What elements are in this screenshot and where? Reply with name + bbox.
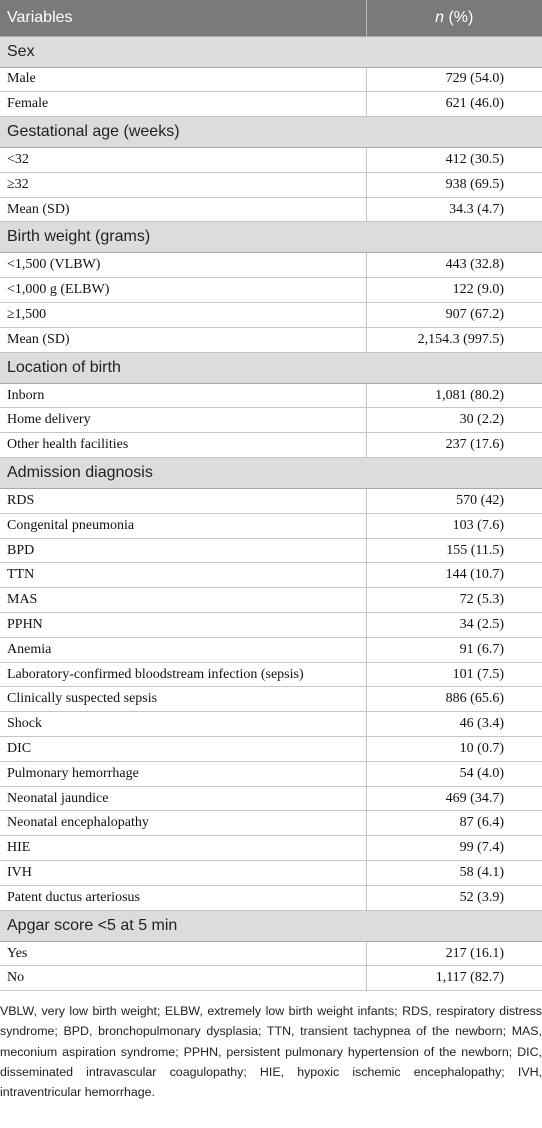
variable-label: Yes xyxy=(0,941,366,966)
variable-label: <32 xyxy=(0,148,366,173)
header-n-percent xyxy=(366,0,542,36)
variable-label: PPHN xyxy=(0,613,366,638)
variable-label: Neonatal encephalopathy xyxy=(0,811,366,836)
n-percent-value: 30 (2.2) xyxy=(366,408,542,433)
table-row xyxy=(0,253,542,278)
n-percent-value: 46 (3.4) xyxy=(366,712,542,737)
table-header-row xyxy=(0,0,542,36)
section-title: Admission diagnosis xyxy=(0,458,542,489)
table-row xyxy=(0,836,542,861)
variable-label: Other health facilities xyxy=(0,433,366,458)
table-row xyxy=(0,408,542,433)
n-percent-value: 99 (7.4) xyxy=(366,836,542,861)
section-title: Location of birth xyxy=(0,352,542,383)
table-row xyxy=(0,197,542,222)
n-percent-value: 938 (69.5) xyxy=(366,172,542,197)
table-row xyxy=(0,588,542,613)
variable-label: RDS xyxy=(0,489,366,514)
n-percent-value: 34 (2.5) xyxy=(366,613,542,638)
variable-label: Clinically suspected sepsis xyxy=(0,687,366,712)
table-row xyxy=(0,383,542,408)
n-percent-value: 217 (16.1) xyxy=(366,941,542,966)
n-percent-value: 2,154.3 (997.5) xyxy=(366,327,542,352)
section-header-row xyxy=(0,910,542,941)
variable-label: ≥1,500 xyxy=(0,303,366,328)
n-percent-value: 1,117 (82.7) xyxy=(366,966,542,991)
variable-label: MAS xyxy=(0,588,366,613)
table-row xyxy=(0,613,542,638)
variable-label: Anemia xyxy=(0,637,366,662)
n-percent-value: 91 (6.7) xyxy=(366,637,542,662)
table-row xyxy=(0,637,542,662)
n-percent-value: 144 (10.7) xyxy=(366,563,542,588)
variable-label: Patent ductus arteriosus xyxy=(0,885,366,910)
variable-label: Mean (SD) xyxy=(0,197,366,222)
n-percent-value: 72 (5.3) xyxy=(366,588,542,613)
n-percent-value: 103 (7.6) xyxy=(366,513,542,538)
n-percent-value: 101 (7.5) xyxy=(366,662,542,687)
table-row xyxy=(0,811,542,836)
variable-label: <1,000 g (ELBW) xyxy=(0,278,366,303)
table-row xyxy=(0,687,542,712)
table-row xyxy=(0,92,542,117)
n-percent-value: 621 (46.0) xyxy=(366,92,542,117)
table-row xyxy=(0,966,542,991)
header-n: n xyxy=(435,8,445,26)
table-row xyxy=(0,885,542,910)
section-header-row xyxy=(0,222,542,253)
table-row xyxy=(0,278,542,303)
variable-label: DIC xyxy=(0,737,366,762)
section-title: Sex xyxy=(0,36,542,67)
table-footnote: VBLW, very low birth weight; ELBW, extremely low birth weight infants; RDS, respiratory distress syndrome; BPD, bronchopulmonary dysplasia; TTN, transient tachypnea of the newborn; MAS, meconium aspiration syndrome; PPHN, persistent pulmonary hypertension of the newborn; DIC, disseminated intravascular coagulopathy; HIE, hypoxic ischemic encephalopathy; IVH, intraventricular hemorrhage. xyxy=(0,1004,542,1100)
variable-label: ≥32 xyxy=(0,172,366,197)
section-title: Apgar score <5 at 5 min xyxy=(0,910,542,941)
n-percent-value: 10 (0.7) xyxy=(366,737,542,762)
variable-label: BPD xyxy=(0,538,366,563)
variable-label: Pulmonary hemorrhage xyxy=(0,761,366,786)
n-percent-value: 886 (65.6) xyxy=(366,687,542,712)
table-row xyxy=(0,303,542,328)
table-row xyxy=(0,941,542,966)
section-header-row xyxy=(0,458,542,489)
table-row xyxy=(0,538,542,563)
section-header-row xyxy=(0,352,542,383)
table-row xyxy=(0,662,542,687)
variable-label: HIE xyxy=(0,836,366,861)
section-title: Gestational age (weeks) xyxy=(0,117,542,148)
variable-label: TTN xyxy=(0,563,366,588)
table-row xyxy=(0,737,542,762)
n-percent-value: 729 (54.0) xyxy=(366,67,542,92)
variable-label: Male xyxy=(0,67,366,92)
n-percent-value: 907 (67.2) xyxy=(366,303,542,328)
n-percent-value: 155 (11.5) xyxy=(366,538,542,563)
variable-label: Home delivery xyxy=(0,408,366,433)
n-percent-value: 412 (30.5) xyxy=(366,148,542,173)
variable-label: Congenital pneumonia xyxy=(0,513,366,538)
table-row xyxy=(0,433,542,458)
n-percent-value: 122 (9.0) xyxy=(366,278,542,303)
variable-label: Shock xyxy=(0,712,366,737)
n-percent-value: 52 (3.9) xyxy=(366,885,542,910)
table-row xyxy=(0,761,542,786)
table-row xyxy=(0,148,542,173)
section-title: Birth weight (grams) xyxy=(0,222,542,253)
table-row xyxy=(0,172,542,197)
n-percent-value: 237 (17.6) xyxy=(366,433,542,458)
n-percent-value: 58 (4.1) xyxy=(366,861,542,886)
table-row xyxy=(0,67,542,92)
variable-label: IVH xyxy=(0,861,366,886)
n-percent-value: 469 (34.7) xyxy=(366,786,542,811)
variable-label: Mean (SD) xyxy=(0,327,366,352)
variable-label: Neonatal jaundice xyxy=(0,786,366,811)
table-body xyxy=(0,36,542,991)
n-percent-value: 570 (42) xyxy=(366,489,542,514)
n-percent-value: 34.3 (4.7) xyxy=(366,197,542,222)
table-row xyxy=(0,786,542,811)
variable-label: Inborn xyxy=(0,383,366,408)
table-row xyxy=(0,563,542,588)
section-header-row xyxy=(0,117,542,148)
table-row xyxy=(0,327,542,352)
n-percent-value: 54 (4.0) xyxy=(366,761,542,786)
variable-label: Female xyxy=(0,92,366,117)
table-row xyxy=(0,861,542,886)
header-percent: (%) xyxy=(444,8,474,26)
table-row xyxy=(0,513,542,538)
variable-label: No xyxy=(0,966,366,991)
header-variables: Variables xyxy=(0,0,366,36)
variable-label: Laboratory-confirmed bloodstream infection (sepsis) xyxy=(0,662,366,687)
variable-label: <1,500 (VLBW) xyxy=(0,253,366,278)
table-row xyxy=(0,489,542,514)
section-header-row xyxy=(0,36,542,67)
n-percent-value: 443 (32.8) xyxy=(366,253,542,278)
table-row xyxy=(0,712,542,737)
n-percent-value: 1,081 (80.2) xyxy=(366,383,542,408)
n-percent-value: 87 (6.4) xyxy=(366,811,542,836)
